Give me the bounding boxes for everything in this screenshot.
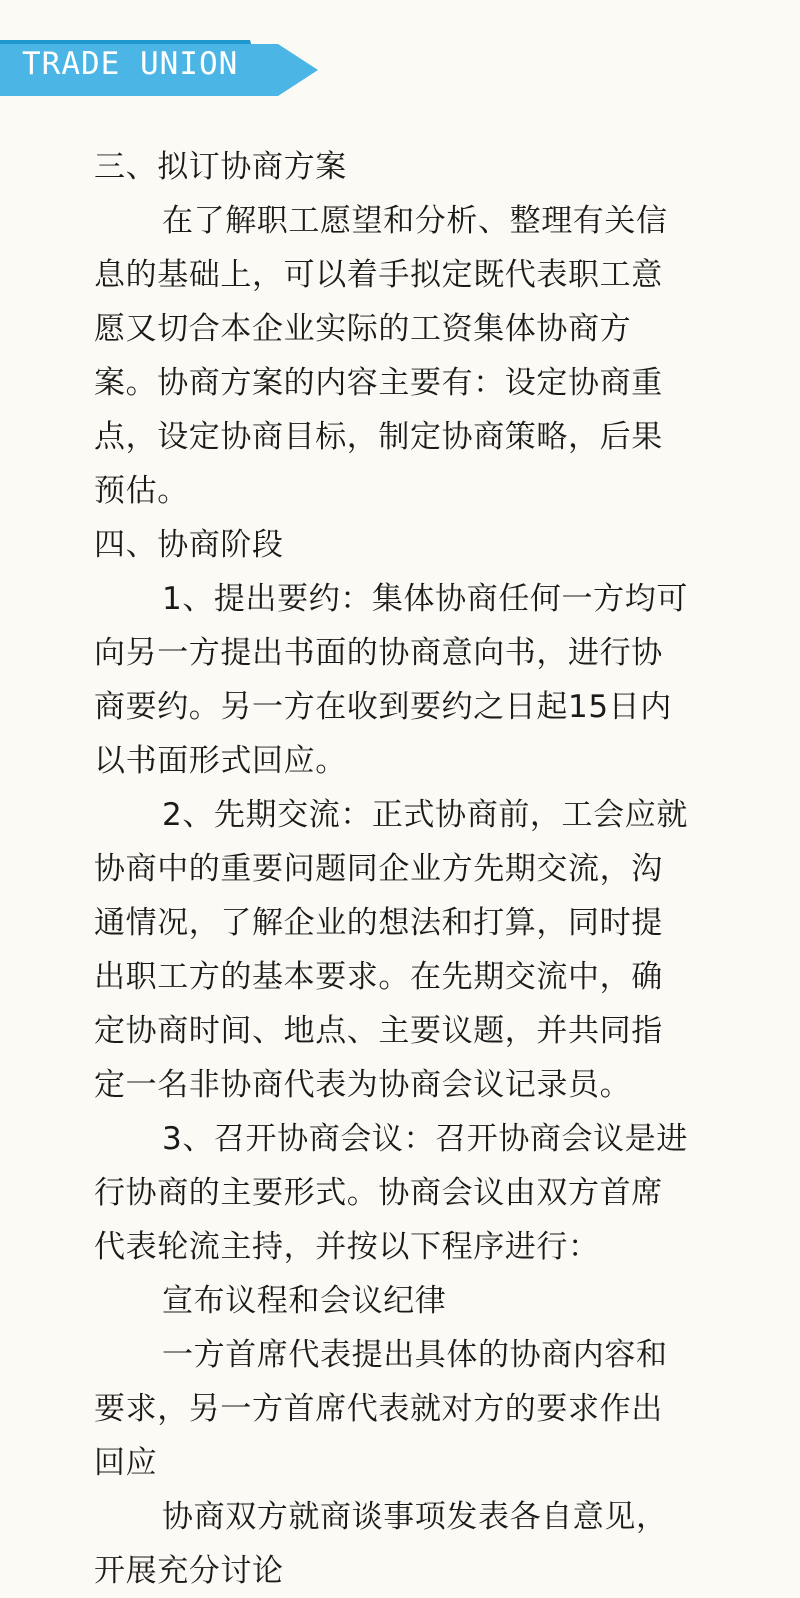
paragraph-step-3: 3、召开协商会议：召开协商会议是进行协商的主要形式。协商会议由双方首席代表轮流主持，并按以下程序进行：: [94, 1121, 688, 1265]
article-body: [94, 140, 694, 1598]
section-heading-4: 四、协商阶段: [94, 527, 284, 563]
procedure-item-3: 协商双方就商谈事项发表各自意见，开展充分讨论: [94, 1499, 668, 1589]
paragraph-step-2: 2、先期交流：正式协商前，工会应就协商中的重要问题同企业方先期交流，沟通情况，了解企业的想法和打算，同时提出职工方的基本要求。在先期交流中，确定协商时间、地点、主要议题，并共同指定一名非协商代表为协商会议记录员。: [94, 797, 688, 1103]
procedure-item-2: 一方首席代表提出具体的协商内容和要求，另一方首席代表就对方的要求作出回应: [94, 1337, 668, 1481]
section-heading-3: 三、拟订协商方案: [94, 149, 347, 185]
trade-union-banner: [0, 0, 330, 100]
banner-label: TRADE UNION: [22, 46, 239, 82]
procedure-item-1: 宣布议程和会议纪律: [162, 1283, 447, 1319]
paragraph-step-1: 1、提出要约：集体协商任何一方均可向另一方提出书面的协商意向书，进行协商要约。另一方在收到要约之日起15日内以书面形式回应。: [94, 581, 688, 779]
paragraph-drafting-plan: 在了解职工愿望和分析、整理有关信息的基础上，可以着手拟定既代表职工意愿又切合本企业实际的工资集体协商方案。协商方案的内容主要有：设定协商重点，设定协商目标，制定协商策略，后果预估。: [94, 203, 668, 509]
